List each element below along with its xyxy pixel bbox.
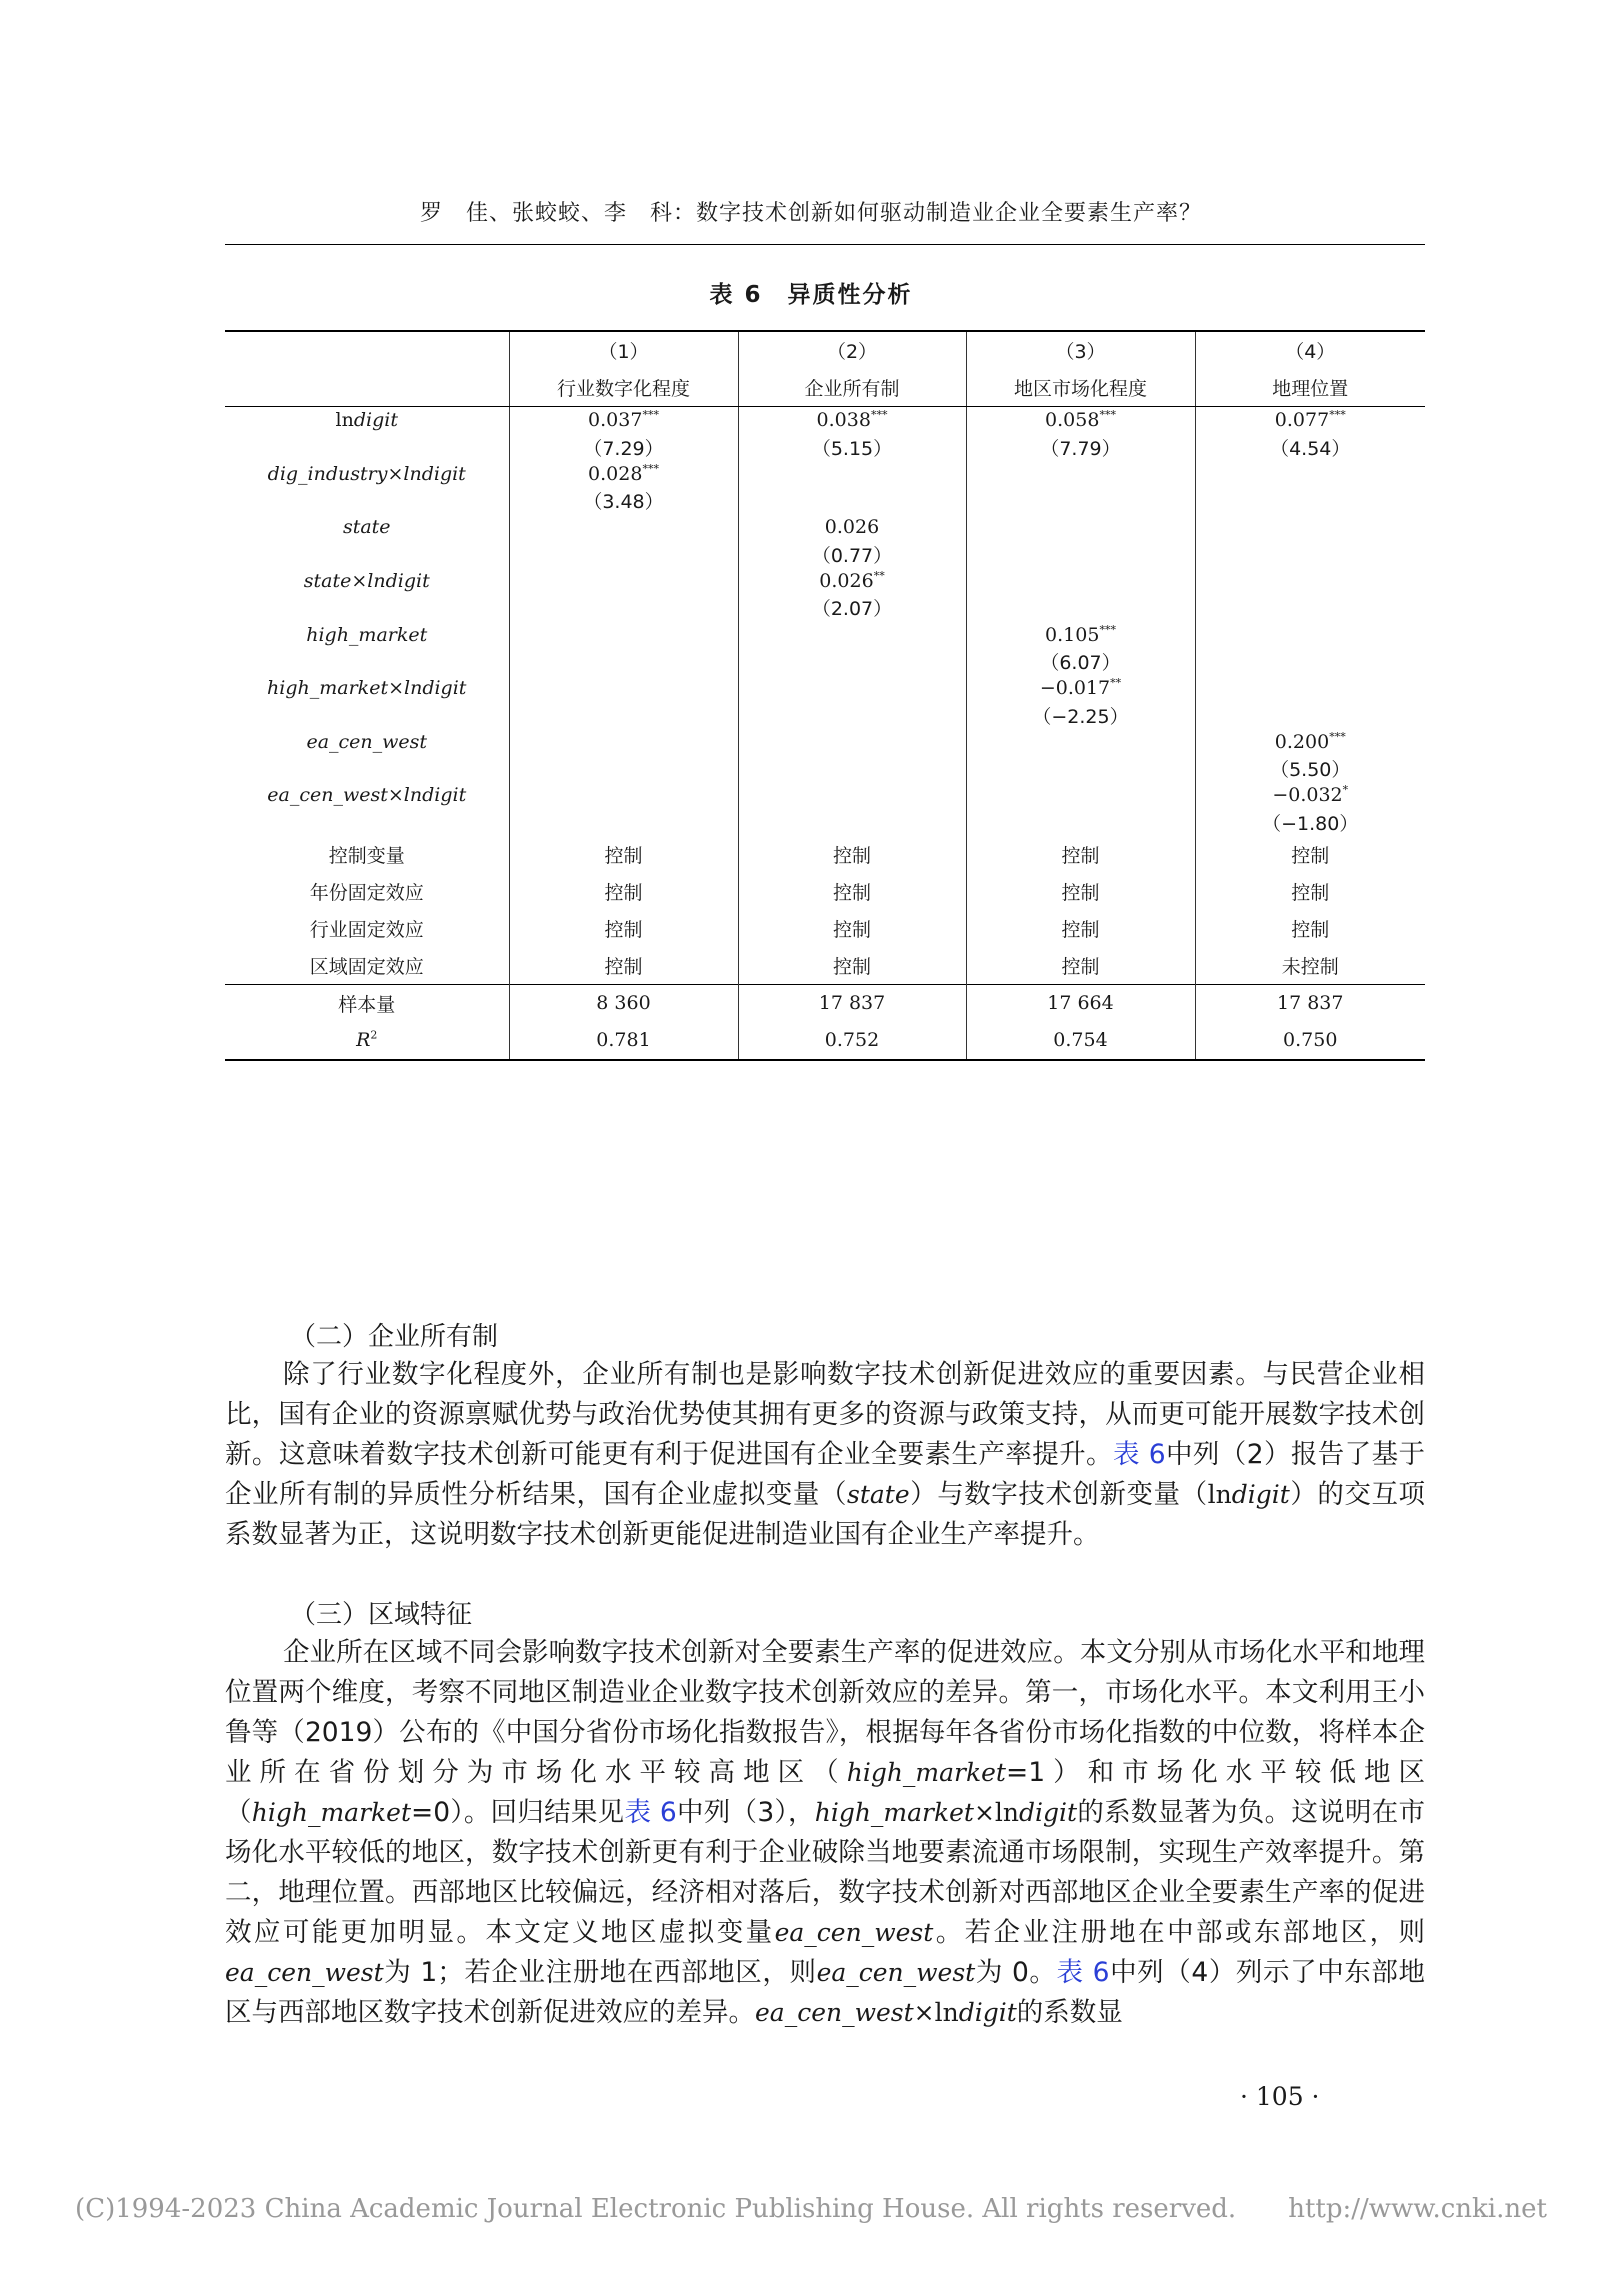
table-cell xyxy=(966,729,1195,756)
table-cell xyxy=(966,407,1195,434)
table-cell xyxy=(509,648,738,675)
row-label-text: high_market×lndigit xyxy=(267,677,467,700)
col-number: （2） xyxy=(738,331,966,369)
coefficient-value: −0.032 xyxy=(1272,784,1343,807)
control-cell: 控制 xyxy=(738,910,966,947)
control-cell: 控制 xyxy=(509,873,738,910)
table-cell xyxy=(509,675,738,702)
text-run: =0）。回归结果见 xyxy=(411,1797,625,1828)
row-label-text: high_market xyxy=(306,623,428,646)
table-cell xyxy=(1195,461,1425,488)
table-cell xyxy=(738,648,966,675)
row-label xyxy=(225,407,509,434)
row-label xyxy=(225,782,509,809)
stats-cell: 17 837 xyxy=(1195,984,1425,1022)
text-run: 除了行业数字化程度外，企业所有制也是影响数字技术创新促进效应的重要因素。与民营企业相比，国有企业的资源禀赋优势与政治优势使其拥有更多的资源与政策支持，从而更可能开展数字技术创新。这意味着数字技术创新可能更有利于促进国有企业全要素生产率提升。 xyxy=(225,1359,1425,1470)
running-head: 罗 佳、张蛟蛟、李 科：数字技术创新如何驱动制造业企业全要素生产率？ xyxy=(419,201,1202,226)
variable-digit: digit xyxy=(958,1998,1017,2027)
table-cell xyxy=(966,487,1195,514)
text-run: 。若企业注册地在中部或东部地区，则 xyxy=(933,1917,1426,1948)
row-label-sup: 2 xyxy=(370,1028,378,1042)
col-name: 地区市场化程度 xyxy=(966,369,1195,407)
row-label xyxy=(225,755,509,782)
table-cell xyxy=(738,541,966,568)
coefficient-value: 0.026 xyxy=(819,570,874,593)
table-cell xyxy=(509,755,738,782)
stats-cell: 0.781 xyxy=(509,1022,738,1060)
table-cell xyxy=(1195,541,1425,568)
table-title: 表 6 异质性分析 xyxy=(709,282,913,308)
row-label-text: ea_cen_west×lndigit xyxy=(267,784,467,807)
table-cell xyxy=(1195,514,1425,541)
table-6-link[interactable]: 表 6 xyxy=(1056,1957,1110,1988)
table-row xyxy=(225,407,1425,434)
row-label-text: R xyxy=(356,1029,371,1052)
header-row-names xyxy=(225,369,1425,407)
coefficient-value: （0.77） xyxy=(811,544,893,567)
table-cell xyxy=(738,461,966,488)
table-cell xyxy=(509,594,738,621)
row-label xyxy=(225,675,509,702)
table-cell xyxy=(738,407,966,434)
table-cell xyxy=(1195,809,1425,836)
table-row xyxy=(225,434,1425,461)
row-label xyxy=(225,541,509,568)
table-row xyxy=(225,621,1425,648)
control-cell: 控制 xyxy=(1195,910,1425,947)
stats-cell: 17 664 xyxy=(966,984,1195,1022)
col-name: 地理位置 xyxy=(1195,369,1425,407)
table-cell xyxy=(509,568,738,595)
text-run: 的系数显 xyxy=(1016,1997,1123,2028)
control-cell: 控制 xyxy=(509,910,738,947)
coefficient-value: 0.200 xyxy=(1274,730,1330,753)
table-cell xyxy=(966,621,1195,648)
variable-digit: digit xyxy=(1019,1798,1078,1827)
row-label: 年份固定效应 xyxy=(309,881,424,904)
table-cell xyxy=(738,621,966,648)
variable-ea-cen-west: ea_cen_west xyxy=(225,1958,384,1987)
row-label-text: state×lndigit xyxy=(303,570,430,593)
control-cell: 未控制 xyxy=(1195,947,1425,985)
coefficient-value: 0.077 xyxy=(1274,409,1330,432)
control-cell: 控制 xyxy=(738,873,966,910)
table-cell xyxy=(509,434,738,461)
table-cell xyxy=(1195,568,1425,595)
row-label xyxy=(225,568,509,595)
header-row-numbers xyxy=(225,331,1425,369)
table-cell xyxy=(738,675,966,702)
coefficient-value: 0.028 xyxy=(588,462,643,485)
heterogeneity-table xyxy=(225,330,1425,1061)
variable-state: state xyxy=(847,1480,910,1509)
significance-stars: *** xyxy=(642,462,659,476)
control-cell: 控制 xyxy=(738,836,966,873)
coefficient-value: （5.50） xyxy=(1270,759,1351,782)
significance-stars: *** xyxy=(642,408,659,422)
table-cell xyxy=(509,541,738,568)
coefficient-value: 0.037 xyxy=(588,409,643,432)
table-cell xyxy=(1195,487,1425,514)
variable-ln: ln xyxy=(1207,1480,1232,1509)
table-cell xyxy=(1195,621,1425,648)
table-cell xyxy=(509,487,738,514)
variable-times-ln: ×ln xyxy=(973,1798,1020,1827)
table-cell xyxy=(509,621,738,648)
row-label xyxy=(225,514,509,541)
control-cell: 控制 xyxy=(966,910,1195,947)
table-row xyxy=(225,461,1425,488)
table-cell xyxy=(966,514,1195,541)
stats-row xyxy=(225,1022,1425,1060)
variable-high-market: high_market xyxy=(846,1758,1006,1787)
significance-stars: * xyxy=(1342,784,1349,798)
table-cell xyxy=(966,648,1195,675)
table-cell xyxy=(738,434,966,461)
control-cell: 控制 xyxy=(1195,836,1425,873)
table-6-link[interactable]: 表 6 xyxy=(624,1797,677,1828)
control-cell: 控制 xyxy=(966,947,1195,985)
row-label: 行业固定效应 xyxy=(309,918,424,941)
table-row xyxy=(225,809,1425,836)
coefficient-value: （3.48） xyxy=(583,491,664,514)
stats-cell: 0.752 xyxy=(738,1022,966,1060)
coefficient-value: 0.105 xyxy=(1045,623,1100,646)
table-row xyxy=(225,702,1425,729)
coefficient-value: −0.017 xyxy=(1039,677,1111,700)
header-empty-cell xyxy=(225,369,509,407)
page-number: · 105 · xyxy=(1240,2082,1320,2111)
stats-row xyxy=(225,984,1425,1022)
row-label xyxy=(225,729,509,756)
table-cell xyxy=(509,461,738,488)
row-label-text: dig_industry×lndigit xyxy=(267,462,466,485)
variable-ea-cen-west: ea_cen_west xyxy=(755,1998,914,2027)
text-run: 中列（3）， xyxy=(676,1797,815,1828)
coefficient-value: 0.038 xyxy=(816,409,871,432)
text-run: 为 0。 xyxy=(975,1957,1057,1988)
significance-stars: *** xyxy=(1099,408,1116,422)
coefficient-value: （−2.25） xyxy=(1032,705,1129,728)
stats-cell: 0.750 xyxy=(1195,1022,1425,1060)
control-row xyxy=(225,873,1425,910)
coefficient-value: 0.026 xyxy=(824,516,880,539)
table-row xyxy=(225,487,1425,514)
coefficient-value: （−1.80） xyxy=(1262,812,1359,835)
table-cell xyxy=(509,702,738,729)
stats-cell: 8 360 xyxy=(509,984,738,1022)
row-label xyxy=(225,594,509,621)
col-number: （1） xyxy=(509,331,738,369)
control-cell: 控制 xyxy=(966,836,1195,873)
control-row xyxy=(225,910,1425,947)
control-row xyxy=(225,947,1425,985)
row-label-text: ea_cen_west xyxy=(306,730,428,753)
text-run: 为 1；若企业注册地在西部地区，则 xyxy=(383,1957,817,1988)
table-cell xyxy=(966,461,1195,488)
text-run: ）的交互项系数显著为正，这说明数字技术创新更能促进制造业国有企业生产率提升。 xyxy=(225,1479,1426,1550)
row-label xyxy=(225,809,509,836)
control-cell: 控制 xyxy=(509,947,738,985)
coefficient-value: 0.058 xyxy=(1045,409,1100,432)
row-label xyxy=(225,434,509,461)
row-label-ln: ln xyxy=(335,409,354,432)
row-label xyxy=(225,487,509,514)
text-run: 中列（2）报告了基于企业所有制的异质性分析结果，国有企业虚拟变量（ xyxy=(225,1439,1425,1510)
table-cell xyxy=(1195,782,1425,809)
table-row xyxy=(225,675,1425,702)
text-run: 中列（4）列示了中东部地区与西部地区数字技术创新促进效应的差异。 xyxy=(225,1957,1425,2028)
significance-stars: ** xyxy=(873,569,885,583)
coefficient-value: （5.15） xyxy=(811,437,893,460)
header-empty-cell xyxy=(225,331,509,369)
control-cell: 控制 xyxy=(1195,873,1425,910)
variable-ea-cen-west: ea_cen_west xyxy=(774,1918,934,1947)
table-cell xyxy=(966,541,1195,568)
stats-cell: 17 837 xyxy=(738,984,966,1022)
section-heading-region: （三）区域特征 xyxy=(290,1600,473,1630)
row-label xyxy=(225,648,509,675)
table-row xyxy=(225,755,1425,782)
col-name: 行业数字化程度 xyxy=(509,369,738,407)
table-cell xyxy=(1195,675,1425,702)
table-cell xyxy=(509,782,738,809)
table-cell xyxy=(738,568,966,595)
significance-stars: *** xyxy=(1099,623,1116,637)
table-cell xyxy=(966,702,1195,729)
section-heading-ownership: （二）企业所有制 xyxy=(290,1322,499,1352)
table-cell xyxy=(966,434,1195,461)
table-container xyxy=(225,330,1425,1061)
row-label-digit: digit xyxy=(353,409,398,432)
table-cell xyxy=(738,594,966,621)
table-cell xyxy=(1195,594,1425,621)
row-label xyxy=(225,461,509,488)
control-cell: 控制 xyxy=(966,873,1195,910)
row-label xyxy=(225,621,509,648)
stats-cell: 0.754 xyxy=(966,1022,1195,1060)
header-rule xyxy=(225,244,1425,245)
table-cell xyxy=(1195,648,1425,675)
table-cell xyxy=(966,755,1195,782)
table-cell xyxy=(966,594,1195,621)
row-label: 控制变量 xyxy=(328,844,405,867)
table-cell xyxy=(509,407,738,434)
significance-stars: *** xyxy=(1329,730,1346,744)
text-run: 企业所在区域不同会影响数字技术创新对全要素生产率的促进效应。本文分别从市场化水平和地理位置两个维度，考察不同地区制造业企业数字技术创新效应的差异。第一，市场化水平。本文利用王小鲁等（2019）公布的《中国分省份市场化指数报告》，根据每年各省份市场化指数的中位数，将样本企业所在省份划分为市场化水平较高地区（ xyxy=(225,1637,1425,1788)
control-cell: 控制 xyxy=(509,836,738,873)
table-row xyxy=(225,729,1425,756)
table-cell xyxy=(738,729,966,756)
row-label xyxy=(225,1022,509,1060)
row-label xyxy=(225,702,509,729)
paragraph-region xyxy=(225,1633,1425,2033)
row-label xyxy=(225,984,509,1022)
table-cell xyxy=(738,782,966,809)
table-cell xyxy=(738,809,966,836)
table-row xyxy=(225,541,1425,568)
table-cell xyxy=(1195,729,1425,756)
text-run: 的系数显著为负。这说明在市场化水平较低的地区，数字技术创新更有利于企业破除当地要素流通市场限制，实现生产效率提升。第二，地理位置。西部地区比较偏远，经济相对落后，数字技术创新对西部地区企业全要素生产率的促进效应可能更加明显。本文定义地区虚拟变量 xyxy=(225,1797,1425,1948)
coefficient-value: （7.29） xyxy=(583,437,664,460)
table-cell xyxy=(738,514,966,541)
row-label-text: 样本量 xyxy=(338,993,396,1016)
table-cell xyxy=(738,755,966,782)
variable-times-ln: ×ln xyxy=(913,1998,959,2027)
copyright-watermark: (C)1994-2023 China Academic Journal Electronic Publishing House. All rights reserved. http://www.cnki.net xyxy=(75,2194,1547,2224)
col-number: （3） xyxy=(966,331,1195,369)
variable-ea-cen-west: ea_cen_west xyxy=(816,1958,976,1987)
variable-digit: digit xyxy=(1231,1480,1290,1509)
coefficient-value: （6.07） xyxy=(1040,651,1121,674)
table-cell xyxy=(509,809,738,836)
coefficient-value: （2.07） xyxy=(811,598,893,621)
table-cell xyxy=(966,782,1195,809)
table-cell xyxy=(509,729,738,756)
table-cell xyxy=(1195,702,1425,729)
table-cell xyxy=(509,514,738,541)
row-label: 区域固定效应 xyxy=(309,955,424,978)
table-cell xyxy=(738,487,966,514)
table-cell xyxy=(1195,434,1425,461)
table-cell xyxy=(1195,407,1425,434)
table-6-link[interactable]: 表 6 xyxy=(1112,1439,1166,1470)
col-number: （4） xyxy=(1195,331,1425,369)
table-row xyxy=(225,648,1425,675)
row-label-text: state xyxy=(342,516,391,539)
col-name: 企业所有制 xyxy=(738,369,966,407)
table-row xyxy=(225,514,1425,541)
table-cell xyxy=(738,702,966,729)
table-cell xyxy=(966,675,1195,702)
variable-high-market: high_market xyxy=(251,1798,412,1827)
variable-high-market: high_market xyxy=(814,1798,974,1827)
coefficient-value: （7.79） xyxy=(1040,437,1121,460)
table-cell xyxy=(966,809,1195,836)
table-row xyxy=(225,594,1425,621)
significance-stars: *** xyxy=(870,408,888,422)
text-run: =1）和市场化水平较低地区（ xyxy=(225,1757,1425,1828)
coefficient-value: （4.54） xyxy=(1270,437,1351,460)
significance-stars: *** xyxy=(1329,408,1346,422)
significance-stars: ** xyxy=(1110,676,1122,690)
table-row xyxy=(225,568,1425,595)
paragraph-ownership xyxy=(225,1355,1425,1555)
table-cell xyxy=(1195,755,1425,782)
control-cell: 控制 xyxy=(738,947,966,985)
table-row xyxy=(225,782,1425,809)
text-run: ）与数字技术创新变量（ xyxy=(909,1479,1208,1510)
table-cell xyxy=(966,568,1195,595)
control-row xyxy=(225,836,1425,873)
